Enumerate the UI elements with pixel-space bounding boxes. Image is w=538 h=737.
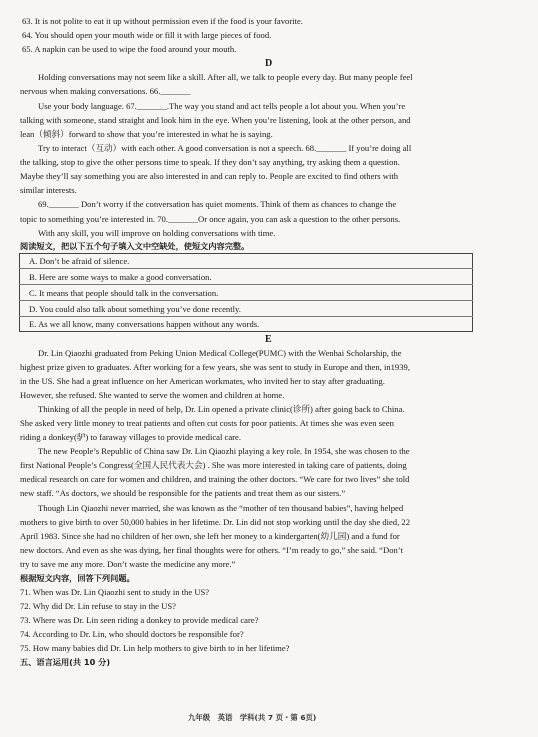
passage-e-line: Though Lin Qiaozhi never married, she was known as the “mother of ten thousand babies”, having helped xyxy=(38,503,404,513)
passage-e-line: However, she refused. She wanted to serve the women and children at home. xyxy=(20,390,285,400)
option-c: C. It means that people should talk in the conversation. xyxy=(29,288,219,298)
passage-e-line: The new People’s Republic of China saw Dr. Lin Qiaozhi playing a key role. In 1954, she was chosen to the xyxy=(38,446,410,456)
section-e-heading: E xyxy=(265,334,272,345)
passage-d-line: Maybe they’ll say something you are also interested in and can reply to. People are excited to find others with xyxy=(20,171,399,181)
divider xyxy=(19,268,473,269)
passage-e-line: April 1983. Since she had no children of her own, she left her money to a kindergarten(幼儿园) and a fund for xyxy=(20,531,400,541)
passage-e-line: Thinking of all the people in need of help, Dr. Lin opened a private clinic(诊所) after going back to China. xyxy=(38,404,405,414)
section-five-heading: 五、语言运用(共 10 分) xyxy=(20,657,111,667)
option-a: A. Don’t be afraid of silence. xyxy=(29,256,130,266)
passage-e-line: medical research on care for women and children, and training the other doctors. “We care for two lives” she told xyxy=(20,474,410,484)
question-71: 71. When was Dr. Lin Qiaozhi sent to study in the US? xyxy=(20,587,210,597)
passage-d-line: lean（倾斜）forward to show that you’re interested in what he is saying. xyxy=(20,129,273,139)
passage-d-line: Use your body language. 67._______.The way you stand and act tells people a lot about you. When you’re xyxy=(38,101,406,111)
item-63: 63. It is not polite to eat it up without permission even if the food is your favorite. xyxy=(22,16,303,26)
passage-e-line: new doctors. And even as she was dying, her final thoughts were for others. “I’m ready to go,” she said. “Don’t xyxy=(20,545,403,555)
passage-e-line: Dr. Lin Qiaozhi graduated from Peking Union Medical College(PUMC) with the Wenhai Scholarship, the xyxy=(38,348,402,358)
option-d: D. You could also talk about something you’ve done recently. xyxy=(29,304,241,314)
passage-e-line: She asked very little money to treat patients and often cut costs for poor patients. At times she was even seen xyxy=(20,418,394,428)
item-64: 64. You should open your mouth wide or fill it with large pieces of food. xyxy=(22,30,272,40)
section-e-instruction: 根据短文内容，回答下列问题。 xyxy=(20,573,135,583)
passage-d-line: With any skill, you will improve on holding conversations with time. xyxy=(38,228,276,238)
divider xyxy=(19,316,473,317)
question-72: 72. Why did Dr. Lin refuse to stay in the US? xyxy=(20,601,176,611)
passage-d-line: talking with someone, stand straight and look him in the eye. When you’re listening, look at the other person, and xyxy=(20,115,411,125)
passage-e-line: try to save me any more. Don’t waste the medicine any more.” xyxy=(20,559,236,569)
passage-d-line: 69._______ Don’t worry if the conversation has quiet moments. Think of them as chances to change the xyxy=(38,199,397,209)
passage-d-line: the talking, stop to give the other persons time to speak. If they don’t say anything, try asking them a question. xyxy=(20,157,400,167)
section-d-heading: D xyxy=(265,58,273,69)
section-d-instruction: 阅读短文，把以下五个句子填入文中空缺处，使短文内容完整。 xyxy=(20,241,250,251)
option-b: B. Here are some ways to make a good conversation. xyxy=(29,272,212,282)
passage-e-line: riding a donkey(驴) to faraway villages to provide medical care. xyxy=(20,432,241,442)
passage-d-line: Try to interact（互动）with each other. A good conversation is not a speech. 68._______ If you’re doing all xyxy=(38,143,412,153)
option-e: E. As we all know, many conversations happen without any words. xyxy=(29,319,260,329)
question-75: 75. How many babies did Dr. Lin help mothers to give birth to in her lifetime? xyxy=(20,643,290,653)
passage-e-line: first National People’s Congress(全国人民代表大会) . She was more interested in taking care of patients, doing xyxy=(20,460,407,470)
passage-d-line: Holding conversations may not seem like a skill. After all, we talk to people every day. But many people feel xyxy=(38,72,413,82)
passage-e-line: new staff. “As doctors, we should be responsible for the patients and treat them as our sisters.” xyxy=(20,488,346,498)
passage-e-line: highest prize given to graduates. After working for a few years, she was sent to study in Europe and then, in1939, xyxy=(20,362,410,372)
passage-d-line: similar interests. xyxy=(20,185,77,195)
passage-d-line: topic to something you’re interested in. 70._______Or once again, you can ask a question to the other persons. xyxy=(20,214,401,224)
divider xyxy=(19,284,473,285)
passage-d-line: nervous when making conversations. 66._______ xyxy=(20,86,191,96)
page-footer: 九年级 英语 学科(共 7 页・第 6页) xyxy=(188,713,317,722)
divider xyxy=(19,300,473,301)
passage-e-line: mothers to give birth to over 50,000 babies in her lifetime. Dr. Lin did not stop working until the day she died, 22 xyxy=(20,517,410,527)
question-74: 74. According to Dr. Lin, who should doctors be responsible for? xyxy=(20,629,244,639)
passage-e-line: in the US. She had a great influence on her American workmates, who invited her to stay after graduating. xyxy=(20,376,385,386)
question-73: 73. Where was Dr. Lin seen riding a donkey to provide medical care? xyxy=(20,615,259,625)
item-65: 65. A napkin can be used to wipe the food around your mouth. xyxy=(22,44,237,54)
